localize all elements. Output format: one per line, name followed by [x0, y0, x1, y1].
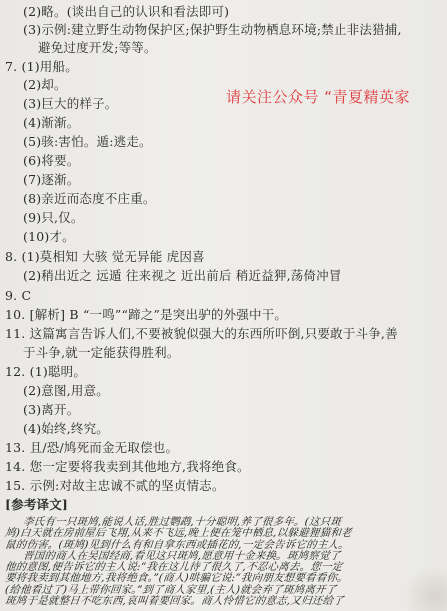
text-line: 14. 您一定要将我卖到其他地方,我将绝食。 [5, 459, 250, 474]
text-line: (3)示例:建立野生动物保护区;保护野生动物栖息环境;禁止非法猎捕, [23, 22, 402, 37]
text-line: (10)才。 [23, 229, 75, 244]
text-line: 7. (1)用船。 [5, 59, 78, 74]
text-line: 9. C [5, 288, 32, 303]
text-line: (3)离开。 [23, 402, 80, 417]
text-line: (2)稍出近之 远遁 往来视之 近出前后 稍近益狎,荡倚冲冒 [23, 268, 342, 283]
translation-line: 他的意图,便告诉它的主人说:“我在这儿待了很久了,不忍心离去。您一定 [4, 561, 344, 574]
translation-line: 李氏有一只斑鸠,能说人话,胜过鹦鹉,十分聪明,养了很多年。(这只斑 [22, 516, 342, 528]
text-line: 11. 这篇寓言告诉人们,不要被貌似强大的东西所吓倒,只要敢于斗争,善 [5, 326, 398, 341]
text-line: 12. (1)聪明。 [5, 364, 87, 379]
text-line: 避免过度开发;等等。 [38, 40, 157, 55]
text-line: (2)略。(谈出自己的认识和看法即可) [23, 4, 230, 19]
watermark-text: 请关注公众号 “青夏精英家 [226, 88, 411, 106]
translation-line: 鸠)白天就在房前屋后飞翔,从来不飞远,晚上便在笼中栖息,以躲避狸猫和老 [4, 527, 353, 540]
text-line: 10. [解析] B “一鸣”“蹄之”是突出驴的外强中干。 [5, 307, 288, 322]
text-line: (3)巨大的样子。 [23, 96, 118, 111]
text-line: (4)始终,终究。 [23, 421, 109, 436]
text-line: 13. 且/恐/鸠死而金无取偿也。 [5, 440, 179, 455]
translation-line: 晋国的商人在吴国经商,看见这只斑鸠,愿意用十金来换。斑鸠察觉了 [22, 549, 342, 562]
translation-line: 要将我卖到其他地方,我将绝食。”(商人)哄骗它说:“我向朋友想要看看你。 [4, 572, 349, 585]
translation-line: 斑鸠于是就整日不吃东西,哀叫着要回家。商人怜惜它的意志,又归还给了 [4, 595, 345, 607]
page-corner-shade [407, 563, 447, 611]
text-line: (5)骇:害怕。遁:逃走。 [23, 134, 152, 149]
section-heading: [参考译文] [5, 497, 69, 512]
text-line: (9)只,仅。 [23, 210, 84, 225]
translation-line: (给他看过了)马上带你回家。”到了商人家里,(主人)就会弃了斑鸠离开了 [4, 583, 338, 596]
text-line: (8)亲近而态度不庄重。 [23, 191, 156, 206]
text-line: 15. 示例:对故主忠诚不贰的坚贞情志。 [5, 478, 225, 493]
text-line: 于斗争,就一定能获得胜利。 [23, 345, 180, 360]
text-line: (7)逐渐。 [23, 172, 80, 187]
text-line: (2)意图,用意。 [23, 383, 109, 398]
text-line: (6)将要。 [23, 153, 80, 168]
text-line: (4)渐渐。 [23, 115, 80, 130]
text-line: (2)却。 [23, 77, 67, 92]
text-line: 8. (1)莫相知 大骇 觉无异能 虎因喜 [5, 249, 205, 264]
translation-line: 鼠的伤害。(斑鸠)见到什么有和自拿东西或插花的,一定会告诉它的主人。 [4, 538, 350, 551]
